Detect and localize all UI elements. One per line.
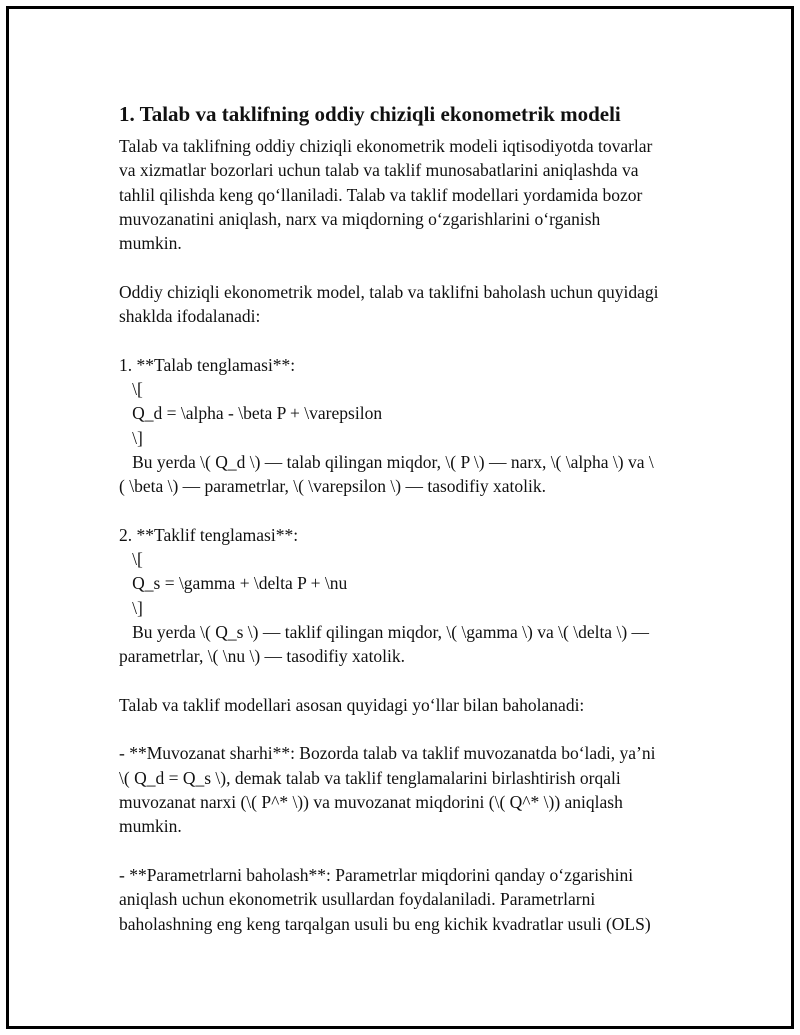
paragraph-parameter-estimation: - **Parametrlarni baholash**: Parametrlar miqdorini qanday o‘zgarishini aniqlash uchun ekonometrik usullardan foydalaniladi. Parametrlarni baholashning eng keng tarqalgan usuli bu eng kichik kvadratlar usuli (OLS) <box>119 864 651 934</box>
paragraph-demand-equation: 1. **Talab tenglamasi**: \[ Q_d = \alpha - \beta P + \varepsilon \] Bu yerda \( Q_d \) — talab qilingan miqdor, \( P \) — narx, \( \alpha \) va \ ( \beta \) — parametrlar, \( \varepsilon \) — tasodifiy xatolik. <box>119 354 654 497</box>
section-heading: 1. Talab va taklifning oddiy chiziqli ekonometrik modeli <box>119 102 621 126</box>
paragraph-equilibrium: - **Muvozanat sharhi**: Bozorda talab va taklif muvozanatda bo‘ladi, ya’ni \( Q_d = Q_s \), demak talab va taklif tenglamalarini birlashtirish orqali muvozanat narxi (\( P^* \)) va muvozanat miqdorini (\( Q^* \)) aniqlash mumkin. <box>119 743 656 837</box>
paragraph-intro: Talab va taklifning oddiy chiziqli ekonometrik modeli iqtisodiyotda tovarlar va xizmatlar bozorlari uchun talab va taklif munosabatlarini aniqlashda va tahlil qilishda keng qo‘llaniladi. Talab va taklif modellari yordamida bozor muvozanatini aniqlash, narx va miqdorning o‘zgarishlarini o‘rganish mumkin. <box>119 136 653 254</box>
page-frame <box>6 6 794 1029</box>
paragraph-supply-equation: 2. **Taklif tenglamasi**: \[ Q_s = \gamma + \delta P + \nu \] Bu yerda \( Q_s \) — taklif qilingan miqdor, \( \gamma \) va \( \delta \) — parametrlar, \( \nu \) — tasodifiy xatolik. <box>119 524 650 667</box>
paragraph-model-form: Oddiy chiziqli ekonometrik model, talab va taklifni baholash uchun quyidagi shaklda ifodalanadi: <box>119 281 659 327</box>
document-body <box>119 99 709 936</box>
paragraph-estimation-ways: Talab va taklif modellari asosan quyidagi yo‘llar bilan baholanadi: <box>119 694 585 715</box>
